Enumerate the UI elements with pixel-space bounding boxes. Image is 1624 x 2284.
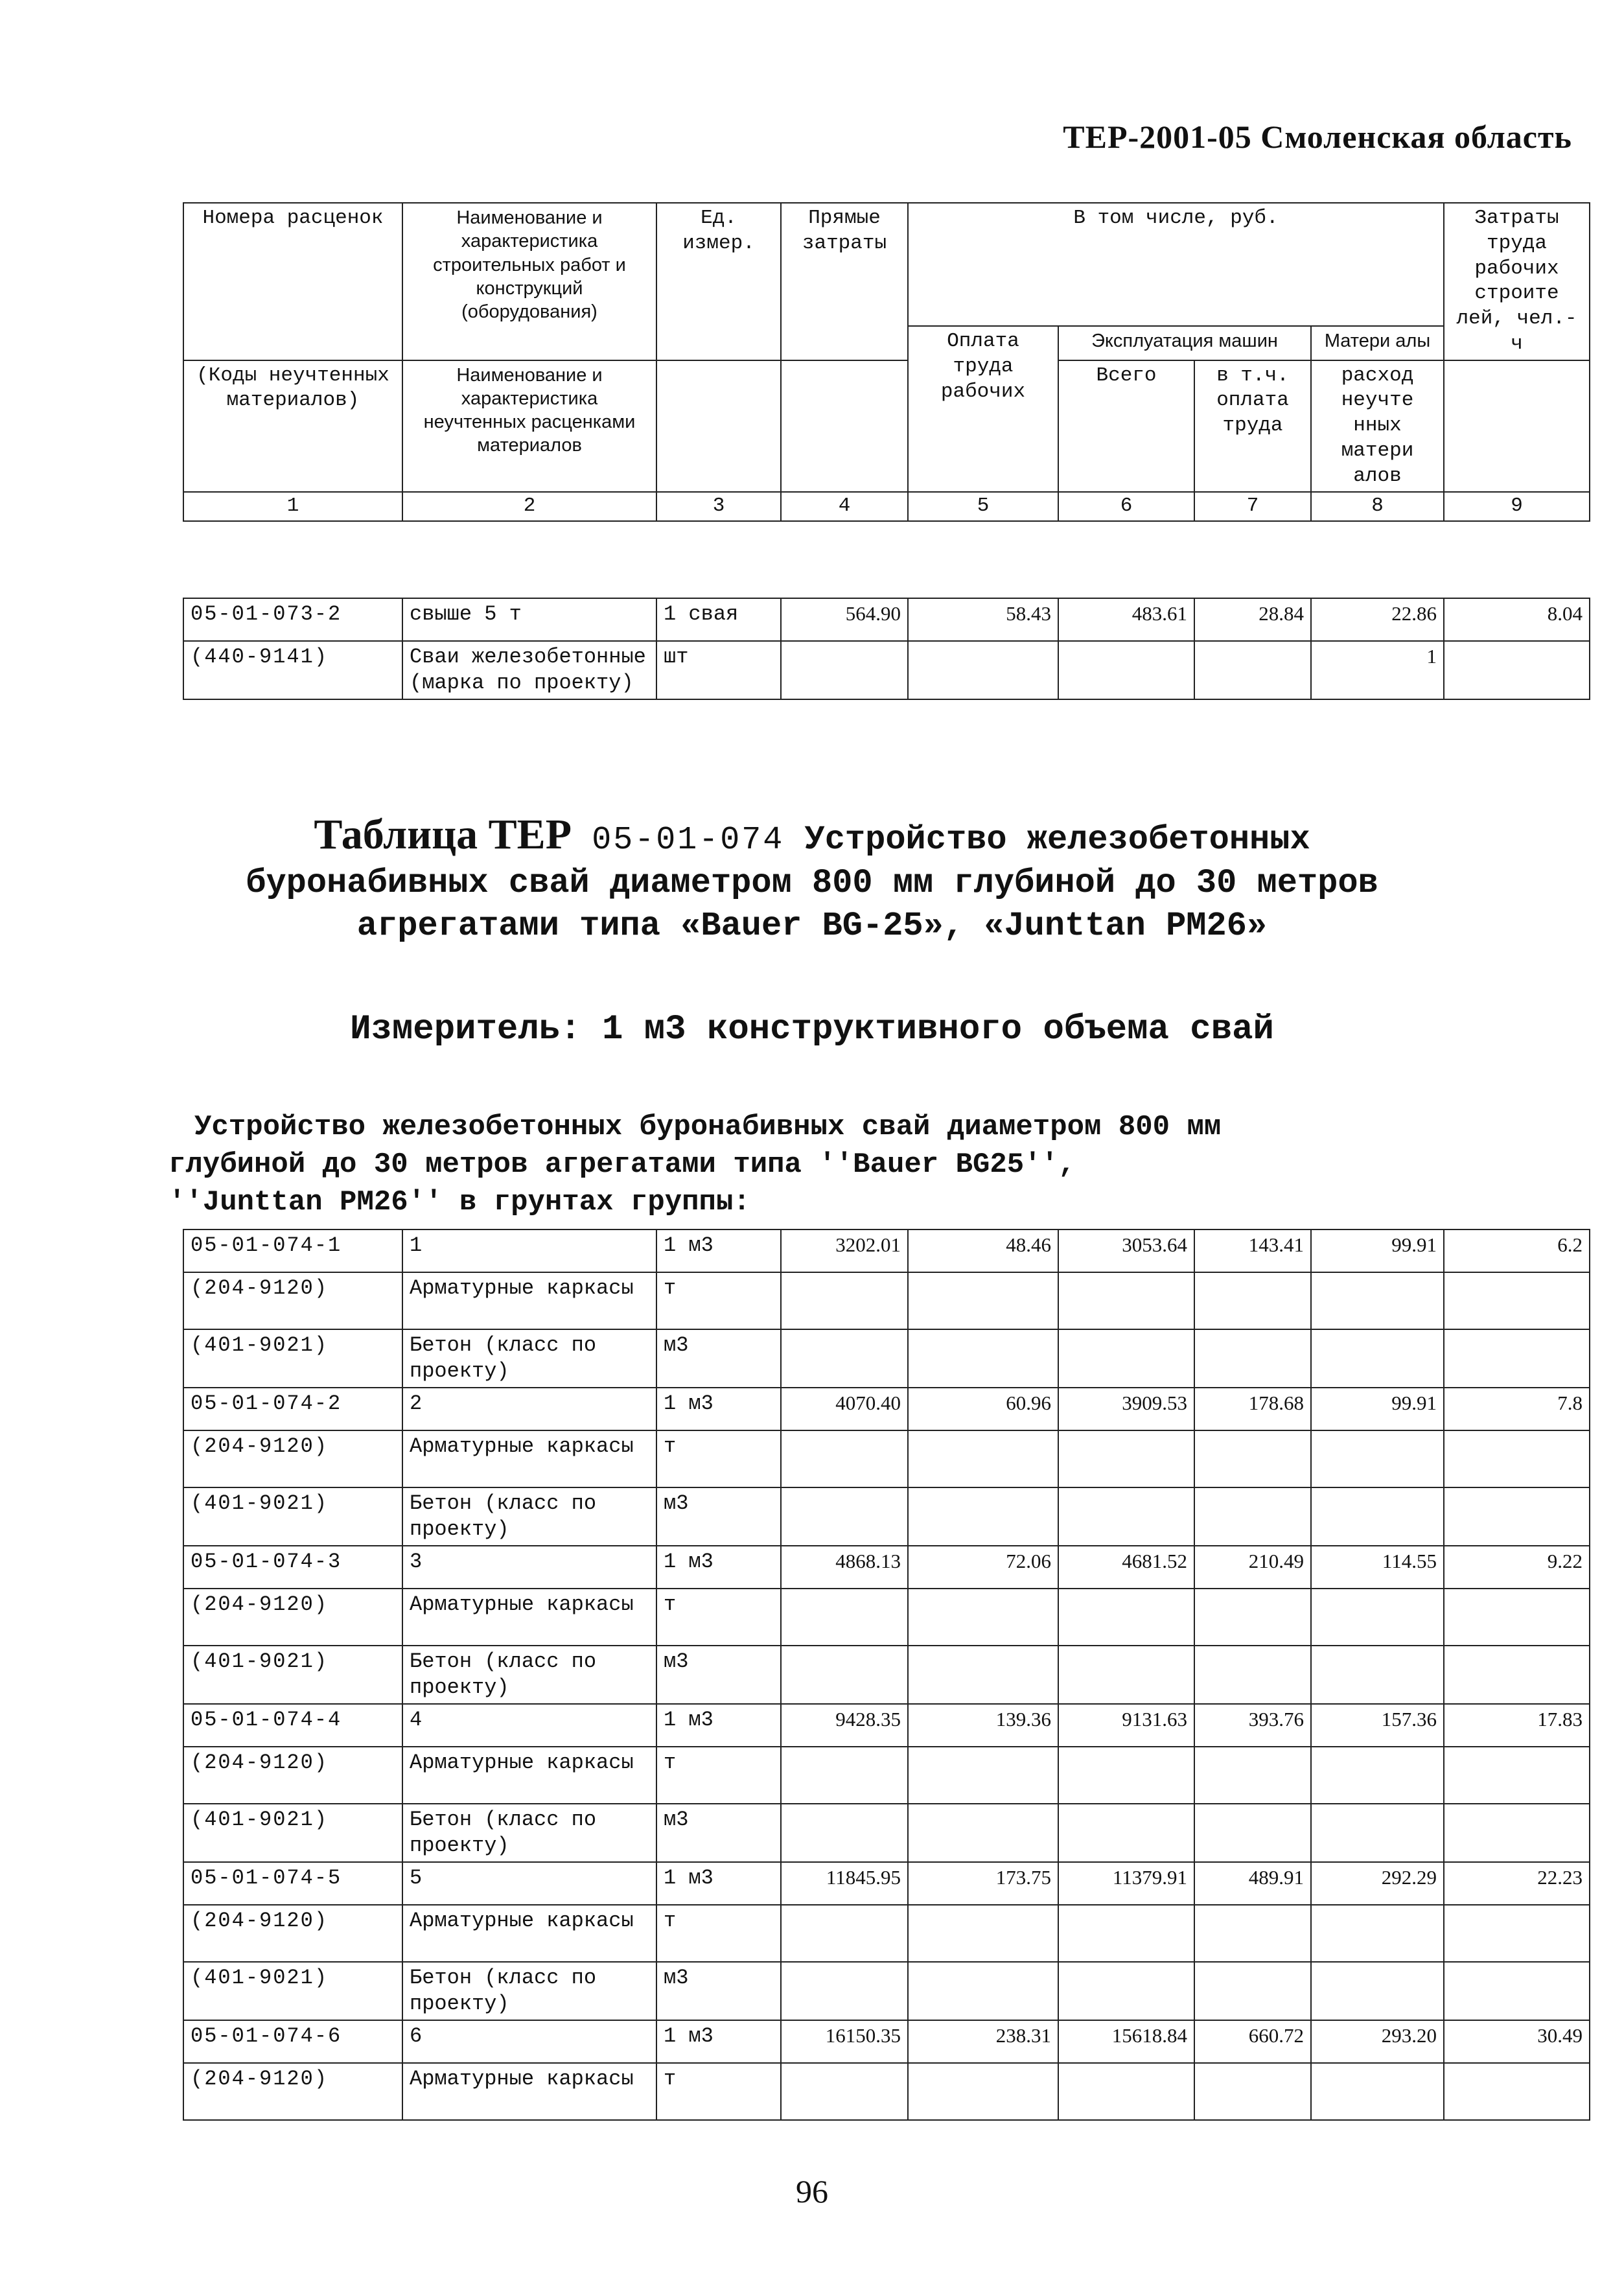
table-row — [183, 1229, 1590, 1272]
materials-cell: 99.91 — [1311, 1229, 1444, 1272]
direct-costs-cell — [781, 1905, 908, 1962]
labor-hours-cell: 9.22 — [1444, 1546, 1590, 1589]
header-machine-group: Эксплуатация машин — [1058, 326, 1311, 360]
rate-code-cell: (204-9120) — [183, 2063, 402, 2120]
table-row — [183, 1962, 1590, 2020]
materials-cell: 292.29 — [1311, 1862, 1444, 1905]
direct-costs-cell: 9428.35 — [781, 1704, 908, 1747]
machine-labor-cell — [1194, 1804, 1311, 1862]
unit-cell: т — [656, 1747, 781, 1804]
work-name-cell: Бетон (класс по проекту) — [402, 1962, 656, 2020]
rate-code-cell: (204-9120) — [183, 1589, 402, 1646]
machine-labor-cell — [1194, 1646, 1311, 1704]
machine-labor-cell — [1194, 1905, 1311, 1962]
header-codes-spacer — [183, 326, 402, 360]
rate-code-cell: (401-9021) — [183, 1962, 402, 2020]
previous-table-rows — [183, 598, 1590, 700]
machine-labor-cell — [1194, 1589, 1311, 1646]
column-number: 7 — [1194, 492, 1311, 521]
labor-hours-cell — [1444, 1430, 1590, 1487]
machine-cost-cell: 3053.64 — [1058, 1229, 1194, 1272]
labor-hours-cell: 7.8 — [1444, 1388, 1590, 1430]
unit-cell: шт — [656, 641, 781, 699]
machine-cost-cell — [1058, 1272, 1194, 1329]
work-name-cell: Арматурные каркасы — [402, 1430, 656, 1487]
work-name-cell: Бетон (класс по проекту) — [402, 1487, 656, 1546]
header-including-group: В том числе, руб. — [908, 203, 1444, 326]
header-unit: Ед. измер. — [656, 203, 781, 360]
direct-costs-cell — [781, 1747, 908, 1804]
unit-cell: 1 м3 — [656, 1388, 781, 1430]
header-name-top: Наименование и характеристика строительных работ и конструкций (оборудования) — [402, 203, 656, 326]
rate-code-cell: (204-9120) — [183, 1272, 402, 1329]
table-row — [183, 1388, 1590, 1430]
labor-pay-cell: 72.06 — [908, 1546, 1058, 1589]
rate-code-cell: (401-9021) — [183, 1329, 402, 1388]
machine-cost-cell — [1058, 1962, 1194, 2020]
measure-unit: Измеритель: 1 м3 конструктивного объема свай — [350, 1010, 1274, 1049]
unit-cell: 1 свая — [656, 598, 781, 641]
previous-rows-body — [183, 598, 1590, 699]
header-codes-bottom: (Коды неучтенных материалов) — [183, 360, 402, 493]
direct-costs-cell: 11845.95 — [781, 1862, 908, 1905]
document-header-title: ТЕР-2001-05 Смоленская область — [1063, 119, 1572, 155]
direct-costs-cell: 16150.35 — [781, 2020, 908, 2063]
machine-cost-cell: 11379.91 — [1058, 1862, 1194, 1905]
labor-pay-cell — [908, 1589, 1058, 1646]
table-heading-line-1 — [0, 813, 1624, 862]
machine-cost-cell — [1058, 641, 1194, 699]
work-name-cell: Арматурные каркасы — [402, 2063, 656, 2120]
table-row — [183, 641, 1590, 699]
work-name-cell: Арматурные каркасы — [402, 1747, 656, 1804]
direct-costs-cell — [781, 1646, 908, 1704]
materials-cell: 22.86 — [1311, 598, 1444, 641]
labor-pay-cell — [908, 2063, 1058, 2120]
unit-cell: т — [656, 2063, 781, 2120]
table-row — [183, 2020, 1590, 2063]
column-number: 1 — [183, 492, 402, 521]
work-name-cell: 6 — [402, 2020, 656, 2063]
labor-hours-cell: 22.23 — [1444, 1862, 1590, 1905]
rate-code-cell: 05-01-074-3 — [183, 1546, 402, 1589]
unit-cell: 1 м3 — [656, 1546, 781, 1589]
unit-cell: т — [656, 1430, 781, 1487]
work-name-cell: 3 — [402, 1546, 656, 1589]
labor-pay-cell: 60.96 — [908, 1388, 1058, 1430]
machine-labor-cell — [1194, 2063, 1311, 2120]
section-description — [168, 1108, 1491, 1221]
column-number: 5 — [908, 492, 1058, 521]
labor-hours-cell — [1444, 2063, 1590, 2120]
unit-cell: 1 м3 — [656, 1862, 781, 1905]
header-labor-pay: Оплата труда рабочих — [908, 326, 1058, 492]
header-direct-spacer — [781, 360, 908, 493]
machine-cost-cell — [1058, 1646, 1194, 1704]
machine-labor-cell — [1194, 1430, 1311, 1487]
unit-cell: м3 — [656, 1487, 781, 1546]
unit-cell: т — [656, 1272, 781, 1329]
header-material-usage: расход неучте нных матери алов — [1311, 360, 1444, 493]
direct-costs-cell — [781, 1589, 908, 1646]
materials-cell — [1311, 1646, 1444, 1704]
labor-pay-cell: 238.31 — [908, 2020, 1058, 2063]
column-number: 8 — [1311, 492, 1444, 521]
column-number: 3 — [656, 492, 781, 521]
work-name-cell: 4 — [402, 1704, 656, 1747]
materials-cell — [1311, 1487, 1444, 1546]
machine-cost-cell — [1058, 1747, 1194, 1804]
direct-costs-cell: 564.90 — [781, 598, 908, 641]
labor-pay-cell — [908, 1905, 1058, 1962]
unit-cell: м3 — [656, 1329, 781, 1388]
materials-cell: 99.91 — [1311, 1388, 1444, 1430]
materials-cell — [1311, 1272, 1444, 1329]
work-name-cell: Бетон (класс по проекту) — [402, 1646, 656, 1704]
rates-table — [183, 1229, 1590, 2121]
machine-cost-cell: 9131.63 — [1058, 1704, 1194, 1747]
materials-cell: 293.20 — [1311, 2020, 1444, 2063]
machine-cost-cell: 483.61 — [1058, 598, 1194, 641]
column-number: 2 — [402, 492, 656, 521]
work-name-cell: 5 — [402, 1862, 656, 1905]
table-label: Таблица ТЕР — [314, 811, 572, 858]
machine-labor-cell: 28.84 — [1194, 598, 1311, 641]
direct-costs-cell — [781, 1272, 908, 1329]
page-number: 96 — [796, 2173, 828, 2209]
header-codes-top: Номера расценок — [183, 203, 402, 326]
section-description-line: глубиной до 30 метров агрегатами типа ''Bauer BG25'', — [168, 1148, 1076, 1181]
column-number: 4 — [781, 492, 908, 521]
labor-pay-cell — [908, 1272, 1058, 1329]
work-name-cell: Арматурные каркасы — [402, 1272, 656, 1329]
unit-cell: м3 — [656, 1962, 781, 2020]
materials-cell: 1 — [1311, 641, 1444, 699]
labor-hours-cell: 6.2 — [1444, 1229, 1590, 1272]
materials-cell — [1311, 1962, 1444, 2020]
machine-cost-cell: 15618.84 — [1058, 2020, 1194, 2063]
machine-labor-cell: 210.49 — [1194, 1546, 1311, 1589]
direct-costs-cell — [781, 641, 908, 699]
labor-hours-cell — [1444, 1962, 1590, 2020]
labor-pay-cell — [908, 1487, 1058, 1546]
table-heading — [0, 813, 1624, 948]
machine-labor-cell — [1194, 1747, 1311, 1804]
table-row — [183, 1329, 1590, 1388]
direct-costs-cell — [781, 1804, 908, 1862]
machine-labor-cell: 660.72 — [1194, 2020, 1311, 2063]
unit-cell: 1 м3 — [656, 1229, 781, 1272]
materials-cell — [1311, 1747, 1444, 1804]
table-row — [183, 1804, 1590, 1862]
rate-code-cell: 05-01-074-6 — [183, 2020, 402, 2063]
labor-hours-cell — [1444, 1589, 1590, 1646]
column-number: 9 — [1444, 492, 1590, 521]
header-machine-total: Всего — [1058, 360, 1194, 493]
materials-cell: 114.55 — [1311, 1546, 1444, 1589]
header-unit-spacer — [656, 360, 781, 493]
rate-code-cell: (401-9021) — [183, 1487, 402, 1546]
machine-labor-cell: 178.68 — [1194, 1388, 1311, 1430]
rate-code-cell: (401-9021) — [183, 1804, 402, 1862]
direct-costs-cell — [781, 1962, 908, 2020]
labor-hours-cell: 17.83 — [1444, 1704, 1590, 1747]
table-row — [183, 1862, 1590, 1905]
rate-code-cell: 05-01-074-5 — [183, 1862, 402, 1905]
header-hours-spacer — [1444, 360, 1590, 493]
machine-cost-cell — [1058, 1487, 1194, 1546]
machine-cost-cell — [1058, 2063, 1194, 2120]
unit-cell: т — [656, 1589, 781, 1646]
unit-cell: м3 — [656, 1646, 781, 1704]
rate-code-cell: 05-01-073-2 — [183, 598, 402, 641]
rate-code-cell: (204-9120) — [183, 1905, 402, 1962]
direct-costs-cell: 4868.13 — [781, 1546, 908, 1589]
table-code: 05-01-074 — [592, 822, 785, 859]
materials-cell: 157.36 — [1311, 1704, 1444, 1747]
unit-cell: т — [656, 1905, 781, 1962]
direct-costs-cell — [781, 2063, 908, 2120]
rate-code-cell: 05-01-074-4 — [183, 1704, 402, 1747]
table-row — [183, 1646, 1590, 1704]
unit-cell: м3 — [656, 1804, 781, 1862]
labor-pay-cell: 173.75 — [908, 1862, 1058, 1905]
labor-pay-cell — [908, 1747, 1058, 1804]
table-title-part-1: Устройство железобетонных — [804, 821, 1310, 859]
machine-cost-cell — [1058, 1430, 1194, 1487]
header-labor-hours: Затраты труда рабочих строите лей, чел.-ч — [1444, 203, 1590, 360]
labor-hours-cell — [1444, 641, 1590, 699]
column-header-table — [183, 202, 1590, 522]
work-name-cell: 2 — [402, 1388, 656, 1430]
labor-hours-cell — [1444, 1272, 1590, 1329]
table-row — [183, 1589, 1590, 1646]
rate-code-cell: (440-9141) — [183, 641, 402, 699]
machine-labor-cell — [1194, 1487, 1311, 1546]
machine-labor-cell — [1194, 1329, 1311, 1388]
labor-pay-cell — [908, 1962, 1058, 2020]
column-number: 6 — [1058, 492, 1194, 521]
unit-cell: 1 м3 — [656, 1704, 781, 1747]
work-name-cell: свыше 5 т — [402, 598, 656, 641]
labor-pay-cell: 48.46 — [908, 1229, 1058, 1272]
direct-costs-cell: 4070.40 — [781, 1388, 908, 1430]
machine-labor-cell — [1194, 641, 1311, 699]
work-name-cell: 1 — [402, 1229, 656, 1272]
materials-cell — [1311, 1589, 1444, 1646]
machine-labor-cell: 489.91 — [1194, 1862, 1311, 1905]
labor-pay-cell — [908, 1329, 1058, 1388]
header-name-bottom: Наименование и характеристика неучтенных расценками материалов — [402, 360, 656, 493]
table-row — [183, 2063, 1590, 2120]
labor-hours-cell — [1444, 1804, 1590, 1862]
work-name-cell: Арматурные каркасы — [402, 1589, 656, 1646]
table-row — [183, 1704, 1590, 1747]
machine-labor-cell — [1194, 1962, 1311, 2020]
direct-costs-cell — [781, 1487, 908, 1546]
machine-labor-cell: 393.76 — [1194, 1704, 1311, 1747]
materials-cell — [1311, 1329, 1444, 1388]
machine-cost-cell — [1058, 1329, 1194, 1388]
table-heading-line-2: буронабивных свай диаметром 800 мм глубиной до 30 метров — [246, 864, 1378, 902]
labor-pay-cell: 139.36 — [908, 1704, 1058, 1747]
work-name-cell: Бетон (класс по проекту) — [402, 1804, 656, 1862]
header-direct-costs: Прямые затраты — [781, 203, 908, 360]
work-name-cell: Бетон (класс по проекту) — [402, 1329, 656, 1388]
direct-costs-cell — [781, 1430, 908, 1487]
labor-pay-cell — [908, 641, 1058, 699]
direct-costs-cell: 3202.01 — [781, 1229, 908, 1272]
direct-costs-cell — [781, 1329, 908, 1388]
header-name-spacer — [402, 326, 656, 360]
table-row — [183, 1487, 1590, 1546]
labor-hours-cell — [1444, 1905, 1590, 1962]
materials-cell — [1311, 2063, 1444, 2120]
materials-cell — [1311, 1804, 1444, 1862]
section-description-line: Устройство железобетонных буронабивных свай диаметром 800 мм — [194, 1111, 1222, 1143]
work-name-cell: Арматурные каркасы — [402, 1905, 656, 1962]
table-row — [183, 1747, 1590, 1804]
rate-code-cell: (401-9021) — [183, 1646, 402, 1704]
machine-cost-cell: 4681.52 — [1058, 1546, 1194, 1589]
labor-hours-cell: 8.04 — [1444, 598, 1590, 641]
labor-hours-cell — [1444, 1646, 1590, 1704]
machine-cost-cell — [1058, 1804, 1194, 1862]
rate-code-cell: 05-01-074-1 — [183, 1229, 402, 1272]
header-machine-labor: в т.ч. оплата труда — [1194, 360, 1311, 493]
machine-cost-cell: 3909.53 — [1058, 1388, 1194, 1430]
table-row — [183, 1905, 1590, 1962]
labor-pay-cell — [908, 1646, 1058, 1704]
labor-hours-cell — [1444, 1747, 1590, 1804]
labor-hours-cell: 30.49 — [1444, 2020, 1590, 2063]
rates-table-body — [183, 1229, 1590, 2120]
materials-cell — [1311, 1905, 1444, 1962]
table-row — [183, 1430, 1590, 1487]
section-description-line: ''Junttan PM26'' в грунтах группы: — [168, 1186, 750, 1218]
labor-hours-cell — [1444, 1487, 1590, 1546]
machine-cost-cell — [1058, 1905, 1194, 1962]
machine-labor-cell — [1194, 1272, 1311, 1329]
header-materials: Матери алы — [1311, 326, 1444, 360]
labor-pay-cell — [908, 1430, 1058, 1487]
table-row — [183, 1272, 1590, 1329]
unit-cell: 1 м3 — [656, 2020, 781, 2063]
labor-pay-cell — [908, 1804, 1058, 1862]
rate-code-cell: (204-9120) — [183, 1430, 402, 1487]
labor-hours-cell — [1444, 1329, 1590, 1388]
rate-code-cell: 05-01-074-2 — [183, 1388, 402, 1430]
machine-cost-cell — [1058, 1589, 1194, 1646]
table-row — [183, 1546, 1590, 1589]
work-name-cell: Сваи железобетонные (марка по проекту) — [402, 641, 656, 699]
table-heading-line-3: агрегатами типа «Bauer BG-25», «Junttan PM26» — [356, 907, 1268, 945]
rate-code-cell: (204-9120) — [183, 1747, 402, 1804]
labor-pay-cell: 58.43 — [908, 598, 1058, 641]
materials-cell — [1311, 1430, 1444, 1487]
table-row — [183, 598, 1590, 641]
machine-labor-cell: 143.41 — [1194, 1229, 1311, 1272]
